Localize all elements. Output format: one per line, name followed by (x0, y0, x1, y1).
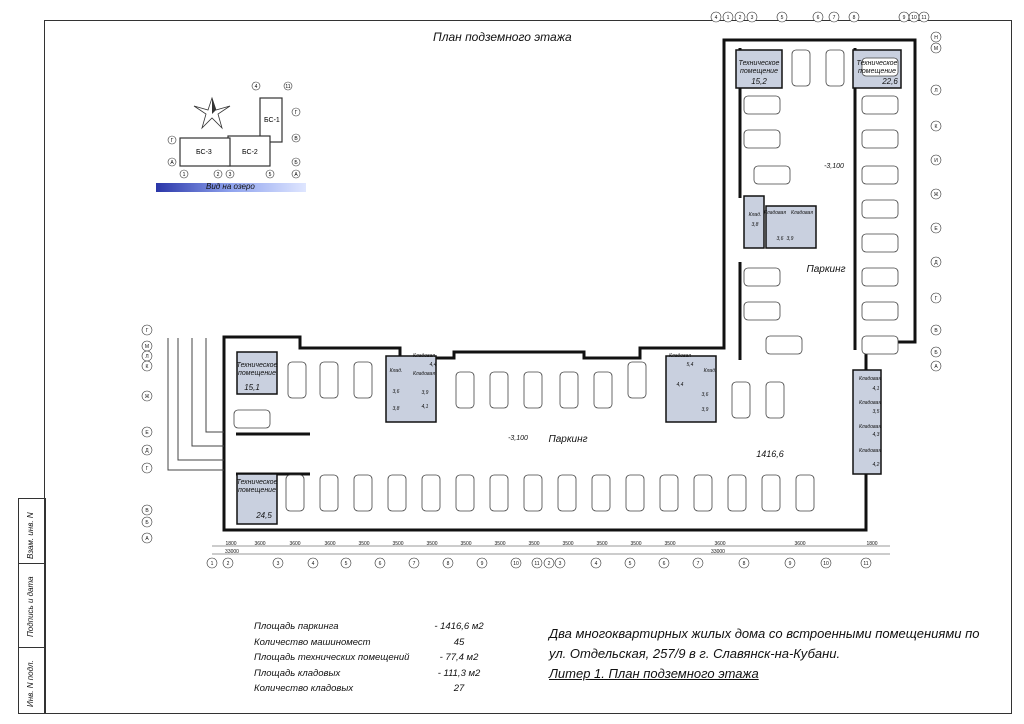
svg-text:24,5: 24,5 (256, 511, 272, 520)
svg-text:8: 8 (742, 561, 746, 567)
level-mark-lower: -3,100 (508, 435, 528, 442)
parking-area-tag: 1416,6 (756, 449, 784, 459)
svg-text:3,5: 3,5 (872, 409, 880, 415)
svg-text:Н: Н (934, 35, 938, 41)
svg-text:3500: 3500 (596, 541, 608, 547)
svg-text:помещение: помещение (858, 68, 896, 75)
tech-room-2-label: Техническое (856, 60, 898, 67)
svg-text:3,6: 3,6 (776, 236, 784, 242)
stats-table (254, 619, 504, 697)
svg-text:3,9: 3,9 (701, 407, 709, 413)
svg-text:3,6: 3,6 (392, 389, 400, 395)
project-line-1: Два многоквартирных жилых дома со встроенными помещениями по (549, 626, 980, 641)
svg-text:3500: 3500 (664, 541, 676, 547)
stats-label: Площадь паркинга (254, 621, 339, 633)
svg-text:И: И (934, 158, 938, 164)
svg-text:3: 3 (558, 561, 562, 567)
svg-text:3500: 3500 (528, 541, 540, 547)
svg-text:7: 7 (696, 561, 700, 567)
tech-room-4-label: Техническое (236, 479, 278, 486)
svg-text:3600: 3600 (714, 541, 726, 547)
parking-label-lower: Паркинг (548, 434, 588, 445)
block-bs1-label: БС-1 (264, 117, 280, 124)
svg-text:4,1: 4,1 (872, 386, 880, 392)
svg-text:А: А (145, 536, 149, 542)
svg-text:3: 3 (228, 172, 232, 178)
svg-text:Б: Б (145, 520, 149, 526)
stats-label: Количество машиномест (254, 636, 371, 648)
tech-room-3-label: Техническое (236, 362, 278, 369)
svg-text:К: К (145, 364, 149, 370)
stats-row (254, 635, 504, 651)
outer-wall (224, 40, 915, 530)
svg-text:15,1: 15,1 (244, 383, 260, 392)
stats-label: Площадь кладовых (254, 667, 341, 679)
svg-text:33000: 33000 (225, 549, 239, 555)
view-lake-label: Вид на озеро (206, 182, 255, 191)
svg-text:Кладовая: Кладовая (858, 448, 882, 454)
stamp-inv-replacement: Взам. инв. N (26, 512, 35, 559)
svg-text:6: 6 (662, 561, 666, 567)
svg-text:М: М (144, 344, 150, 350)
svg-text:Е: Е (934, 226, 938, 232)
stats-value: - 111,3 м2 (437, 667, 481, 679)
svg-text:4: 4 (714, 15, 718, 21)
svg-text:10: 10 (513, 561, 519, 567)
svg-text:4: 4 (311, 561, 315, 567)
svg-text:10: 10 (823, 561, 829, 567)
svg-text:Ж: Ж (144, 394, 150, 400)
svg-text:помещение: помещение (740, 68, 778, 75)
svg-text:1: 1 (726, 15, 730, 21)
svg-text:Б: Б (294, 160, 298, 166)
parking-label-upper: Паркинг (806, 264, 846, 275)
svg-text:3600: 3600 (254, 541, 266, 547)
stats-row (254, 681, 504, 697)
svg-text:11: 11 (863, 561, 869, 567)
svg-text:Е: Е (145, 430, 149, 436)
svg-text:Б: Б (934, 350, 938, 356)
project-title (549, 624, 1009, 684)
svg-text:3600: 3600 (794, 541, 806, 547)
block-bs2-label: БС-2 (242, 149, 258, 156)
svg-text:Д: Д (145, 448, 149, 454)
dimension-bottom (212, 546, 890, 554)
svg-text:3500: 3500 (426, 541, 438, 547)
stats-row (254, 666, 504, 682)
svg-text:11: 11 (285, 84, 291, 90)
svg-text:7: 7 (412, 561, 416, 567)
svg-text:В: В (145, 508, 149, 514)
svg-text:8: 8 (852, 15, 856, 21)
svg-text:К: К (934, 124, 938, 130)
svg-text:3,6: 3,6 (701, 392, 709, 398)
svg-text:Г: Г (145, 328, 149, 334)
svg-text:4,4: 4,4 (429, 362, 437, 368)
svg-text:3500: 3500 (392, 541, 404, 547)
svg-text:4: 4 (594, 561, 598, 567)
svg-text:3: 3 (276, 561, 280, 567)
svg-text:помещение: помещение (238, 370, 276, 377)
svg-text:Кладовая: Кладовая (668, 353, 692, 359)
inner-wall (236, 434, 310, 474)
svg-text:11: 11 (534, 561, 540, 567)
svg-text:2: 2 (738, 15, 742, 21)
svg-text:3500: 3500 (562, 541, 574, 547)
svg-text:3500: 3500 (358, 541, 370, 547)
svg-text:В: В (934, 328, 938, 334)
svg-text:Л: Л (145, 354, 149, 360)
svg-text:Кладовая: Кладовая (858, 400, 882, 406)
svg-text:Ж: Ж (933, 192, 939, 198)
project-line-2: ул. Отдельская, 257/9 в г. Славянск-на-Кубани. (549, 646, 841, 661)
svg-text:3,9: 3,9 (786, 236, 794, 242)
svg-text:помещение: помещение (238, 487, 276, 494)
svg-text:10: 10 (911, 15, 917, 21)
stats-row (254, 619, 504, 635)
drawing-title: План подземного этажа (433, 30, 572, 44)
svg-text:4,4: 4,4 (676, 382, 684, 388)
stats-value: 45 (453, 636, 465, 648)
svg-text:11: 11 (921, 15, 927, 21)
axis-bubbles-top (711, 12, 929, 22)
stats-value: 27 (453, 683, 465, 695)
stats-label: Площадь технических помещений (254, 652, 410, 664)
svg-text:М: М (933, 46, 939, 52)
svg-text:5: 5 (780, 15, 784, 21)
svg-text:А: А (934, 364, 938, 370)
svg-text:5,4: 5,4 (686, 362, 694, 368)
stats-value: - 1416,6 м2 (434, 621, 484, 633)
stamp-sign-date: Подпись и дата (26, 576, 35, 637)
svg-text:Г: Г (934, 296, 938, 302)
stats-value: - 77,4 м2 (439, 652, 479, 664)
svg-text:15,2: 15,2 (751, 77, 767, 86)
svg-text:1: 1 (210, 561, 214, 567)
svg-text:1800: 1800 (225, 541, 237, 547)
svg-text:Клад.: Клад. (389, 368, 403, 374)
stats-label: Количество кладовых (254, 683, 354, 695)
svg-text:33000: 33000 (711, 549, 725, 555)
svg-text:2: 2 (547, 561, 551, 567)
level-mark-upper: -3,100 (824, 163, 844, 170)
axis-bubbles-right (931, 32, 941, 371)
project-line-3: Литер 1. План подземного этажа (549, 666, 759, 681)
svg-text:Кладовая: Кладовая (858, 424, 882, 430)
svg-text:8: 8 (446, 561, 450, 567)
svg-text:А: А (294, 172, 298, 178)
svg-text:Клад.: Клад. (748, 212, 762, 218)
svg-text:3,8: 3,8 (392, 406, 400, 412)
svg-text:1: 1 (182, 172, 186, 178)
block-bs3-label: БС-3 (196, 149, 212, 156)
svg-text:Кладовая: Кладовая (763, 210, 787, 216)
svg-text:Г: Г (294, 110, 298, 116)
svg-text:4,1: 4,1 (421, 404, 429, 410)
stats-row (254, 650, 504, 666)
svg-text:3,8: 3,8 (751, 222, 759, 228)
svg-text:3: 3 (750, 15, 754, 21)
svg-text:В: В (294, 136, 298, 142)
svg-text:2: 2 (226, 561, 230, 567)
svg-text:5: 5 (344, 561, 348, 567)
svg-text:6: 6 (816, 15, 820, 21)
svg-text:Кладовая: Кладовая (790, 210, 814, 216)
svg-text:Л: Л (934, 88, 938, 94)
svg-text:6: 6 (378, 561, 382, 567)
svg-text:1800: 1800 (866, 541, 878, 547)
svg-text:9: 9 (480, 561, 484, 567)
car-column-right (744, 50, 898, 354)
svg-text:4,3: 4,3 (872, 432, 880, 438)
svg-text:А: А (170, 160, 174, 166)
svg-text:Г: Г (145, 466, 149, 472)
svg-text:5: 5 (268, 172, 272, 178)
tech-room-1-label: Техническое (738, 60, 780, 67)
svg-text:Д: Д (934, 260, 938, 266)
svg-text:3600: 3600 (289, 541, 301, 547)
svg-text:3500: 3500 (494, 541, 506, 547)
svg-text:4: 4 (254, 84, 258, 90)
svg-text:9: 9 (902, 15, 906, 21)
svg-text:7: 7 (832, 15, 836, 21)
svg-text:Кладовая: Кладовая (412, 371, 436, 377)
svg-text:Кладовая: Кладовая (412, 353, 436, 359)
svg-text:22,6: 22,6 (882, 77, 898, 86)
stamp-inv-original: Инв. N подл. (26, 660, 35, 707)
svg-text:Клад.: Клад. (703, 368, 717, 374)
svg-text:3600: 3600 (324, 541, 336, 547)
svg-text:Кладовая: Кладовая (858, 376, 882, 382)
car-row-bottom (286, 475, 814, 511)
svg-text:9: 9 (788, 561, 792, 567)
svg-text:4,2: 4,2 (872, 462, 880, 468)
svg-text:5: 5 (628, 561, 632, 567)
svg-text:Г: Г (170, 138, 174, 144)
svg-text:3500: 3500 (460, 541, 472, 547)
svg-text:3500: 3500 (630, 541, 642, 547)
svg-text:3,9: 3,9 (421, 390, 429, 396)
svg-text:2: 2 (216, 172, 220, 178)
